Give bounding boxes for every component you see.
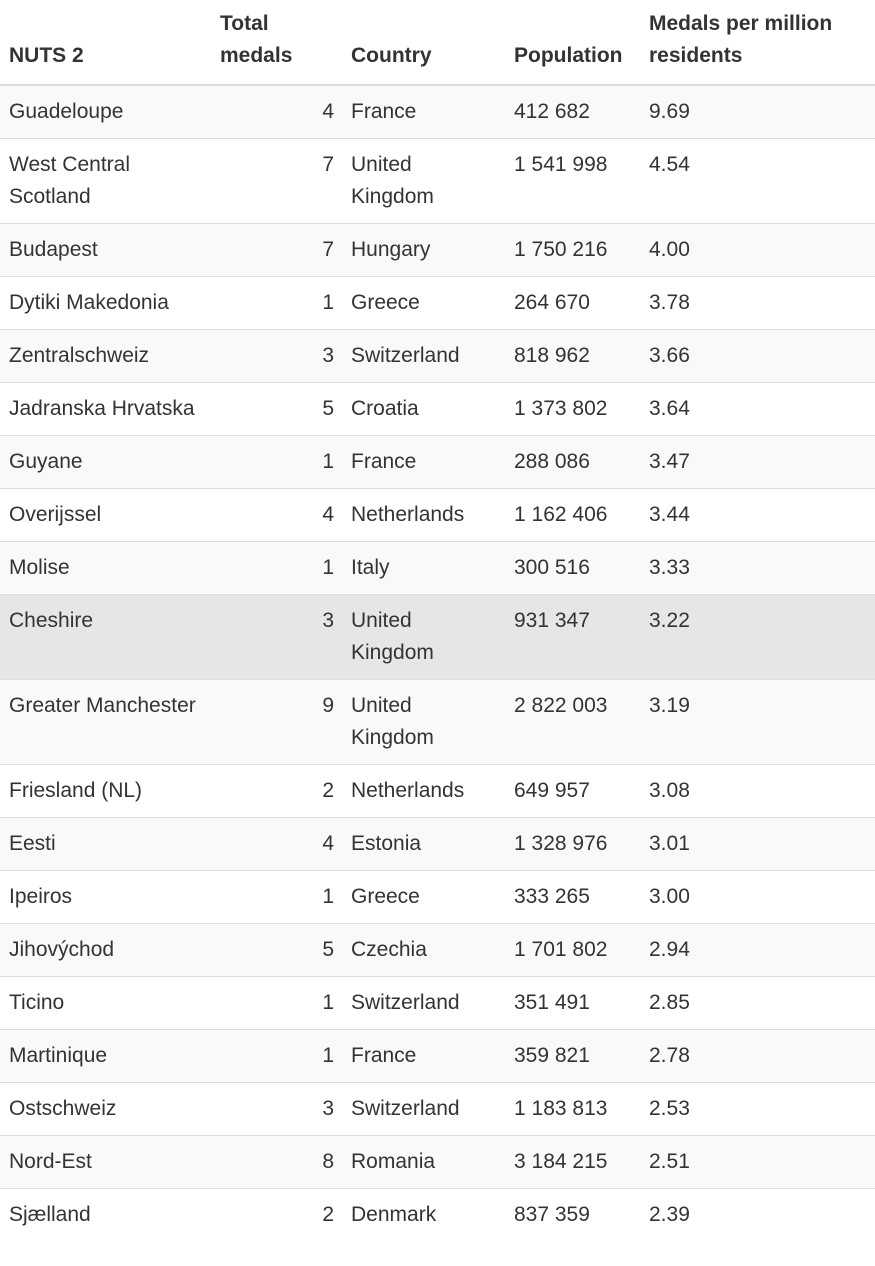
cell-population: 2 822 003 — [505, 680, 640, 765]
cell-population: 818 962 — [505, 330, 640, 383]
cell-population: 1 328 976 — [505, 818, 640, 871]
header-row — [0, 0, 875, 85]
header-medals-per-million[interactable]: Medals per million residents — [640, 0, 875, 85]
cell-population: 1 750 216 — [505, 224, 640, 277]
cell-medals-per-million: 3.33 — [640, 542, 875, 595]
cell-population: 837 359 — [505, 1189, 640, 1242]
cell-total-medals: 1 — [212, 277, 342, 330]
table-row — [0, 277, 875, 330]
cell-nuts2: Guadeloupe — [0, 85, 212, 139]
cell-medals-per-million: 2.85 — [640, 977, 875, 1030]
cell-total-medals: 2 — [212, 1189, 342, 1242]
cell-nuts2: Dytiki Makedonia — [0, 277, 212, 330]
cell-total-medals: 5 — [212, 383, 342, 436]
cell-nuts2: Martinique — [0, 1030, 212, 1083]
cell-nuts2: Zentralschweiz — [0, 330, 212, 383]
table-row — [0, 818, 875, 871]
table-row — [0, 436, 875, 489]
cell-country: Netherlands — [342, 765, 505, 818]
cell-nuts2: Ostschweiz — [0, 1083, 212, 1136]
cell-country: Greece — [342, 277, 505, 330]
cell-country: France — [342, 436, 505, 489]
cell-nuts2: Jadranska Hrvatska — [0, 383, 212, 436]
cell-country: United Kingdom — [342, 139, 505, 224]
cell-country: Netherlands — [342, 489, 505, 542]
cell-country: United Kingdom — [342, 680, 505, 765]
cell-total-medals: 3 — [212, 1083, 342, 1136]
cell-nuts2: Eesti — [0, 818, 212, 871]
cell-country: France — [342, 1030, 505, 1083]
table-row — [0, 383, 875, 436]
cell-population: 412 682 — [505, 85, 640, 139]
cell-nuts2: Overijssel — [0, 489, 212, 542]
cell-country: United Kingdom — [342, 595, 505, 680]
cell-population: 649 957 — [505, 765, 640, 818]
table-header — [0, 0, 875, 85]
cell-nuts2: Ipeiros — [0, 871, 212, 924]
cell-medals-per-million: 9.69 — [640, 85, 875, 139]
cell-medals-per-million: 2.78 — [640, 1030, 875, 1083]
cell-total-medals: 1 — [212, 436, 342, 489]
table-row — [0, 85, 875, 139]
table-row — [0, 1030, 875, 1083]
cell-country: Switzerland — [342, 330, 505, 383]
table-row — [0, 330, 875, 383]
cell-country: Switzerland — [342, 977, 505, 1030]
cell-medals-per-million: 2.53 — [640, 1083, 875, 1136]
table-row — [0, 1189, 875, 1242]
cell-medals-per-million: 3.64 — [640, 383, 875, 436]
cell-total-medals: 7 — [212, 224, 342, 277]
cell-total-medals: 9 — [212, 680, 342, 765]
header-population[interactable]: Population — [505, 0, 640, 85]
cell-population: 3 184 215 — [505, 1136, 640, 1189]
cell-nuts2: Greater Manchester — [0, 680, 212, 765]
table-row — [0, 489, 875, 542]
cell-nuts2: Jihovýchod — [0, 924, 212, 977]
table-row — [0, 1083, 875, 1136]
cell-population: 1 183 813 — [505, 1083, 640, 1136]
cell-medals-per-million: 3.00 — [640, 871, 875, 924]
cell-nuts2: Guyane — [0, 436, 212, 489]
table-row — [0, 977, 875, 1030]
cell-nuts2: Cheshire — [0, 595, 212, 680]
cell-country: Romania — [342, 1136, 505, 1189]
cell-total-medals: 8 — [212, 1136, 342, 1189]
cell-medals-per-million: 3.22 — [640, 595, 875, 680]
cell-country: Italy — [342, 542, 505, 595]
cell-total-medals: 1 — [212, 1030, 342, 1083]
table-body — [0, 85, 875, 1241]
cell-nuts2: Friesland (NL) — [0, 765, 212, 818]
cell-medals-per-million: 4.00 — [640, 224, 875, 277]
table-row — [0, 765, 875, 818]
cell-country: France — [342, 85, 505, 139]
cell-total-medals: 4 — [212, 818, 342, 871]
cell-population: 351 491 — [505, 977, 640, 1030]
cell-country: Czechia — [342, 924, 505, 977]
header-total-medals[interactable]: Total medals — [212, 0, 342, 85]
cell-population: 1 541 998 — [505, 139, 640, 224]
header-country[interactable]: Country — [342, 0, 505, 85]
cell-country: Denmark — [342, 1189, 505, 1242]
cell-medals-per-million: 4.54 — [640, 139, 875, 224]
cell-nuts2: Sjælland — [0, 1189, 212, 1242]
table-row — [0, 542, 875, 595]
cell-country: Greece — [342, 871, 505, 924]
cell-population: 1 701 802 — [505, 924, 640, 977]
cell-medals-per-million: 2.39 — [640, 1189, 875, 1242]
cell-medals-per-million: 3.47 — [640, 436, 875, 489]
cell-population: 264 670 — [505, 277, 640, 330]
cell-total-medals: 1 — [212, 977, 342, 1030]
cell-population: 359 821 — [505, 1030, 640, 1083]
cell-nuts2: Budapest — [0, 224, 212, 277]
cell-total-medals: 1 — [212, 871, 342, 924]
cell-total-medals: 5 — [212, 924, 342, 977]
cell-country: Croatia — [342, 383, 505, 436]
cell-total-medals: 3 — [212, 595, 342, 680]
cell-nuts2: Ticino — [0, 977, 212, 1030]
cell-total-medals: 4 — [212, 85, 342, 139]
cell-medals-per-million: 2.51 — [640, 1136, 875, 1189]
cell-population: 333 265 — [505, 871, 640, 924]
cell-nuts2: Nord-Est — [0, 1136, 212, 1189]
cell-medals-per-million: 3.01 — [640, 818, 875, 871]
table-row — [0, 871, 875, 924]
cell-country: Hungary — [342, 224, 505, 277]
cell-country: Estonia — [342, 818, 505, 871]
cell-total-medals: 1 — [212, 542, 342, 595]
cell-country: Switzerland — [342, 1083, 505, 1136]
cell-medals-per-million: 3.08 — [640, 765, 875, 818]
cell-medals-per-million: 2.94 — [640, 924, 875, 977]
cell-population: 931 347 — [505, 595, 640, 680]
cell-total-medals: 4 — [212, 489, 342, 542]
cell-nuts2: West Central Scotland — [0, 139, 212, 224]
cell-population: 288 086 — [505, 436, 640, 489]
cell-nuts2: Molise — [0, 542, 212, 595]
cell-population: 1 162 406 — [505, 489, 640, 542]
cell-medals-per-million: 3.66 — [640, 330, 875, 383]
table-row — [0, 139, 875, 224]
cell-population: 1 373 802 — [505, 383, 640, 436]
table-row — [0, 680, 875, 765]
table-row — [0, 595, 875, 680]
cell-population: 300 516 — [505, 542, 640, 595]
table-row — [0, 1136, 875, 1189]
table-row — [0, 224, 875, 277]
header-nuts2[interactable]: NUTS 2 — [0, 0, 212, 85]
cell-total-medals: 3 — [212, 330, 342, 383]
cell-total-medals: 7 — [212, 139, 342, 224]
cell-medals-per-million: 3.44 — [640, 489, 875, 542]
cell-medals-per-million: 3.19 — [640, 680, 875, 765]
cell-medals-per-million: 3.78 — [640, 277, 875, 330]
table-row — [0, 924, 875, 977]
cell-total-medals: 2 — [212, 765, 342, 818]
